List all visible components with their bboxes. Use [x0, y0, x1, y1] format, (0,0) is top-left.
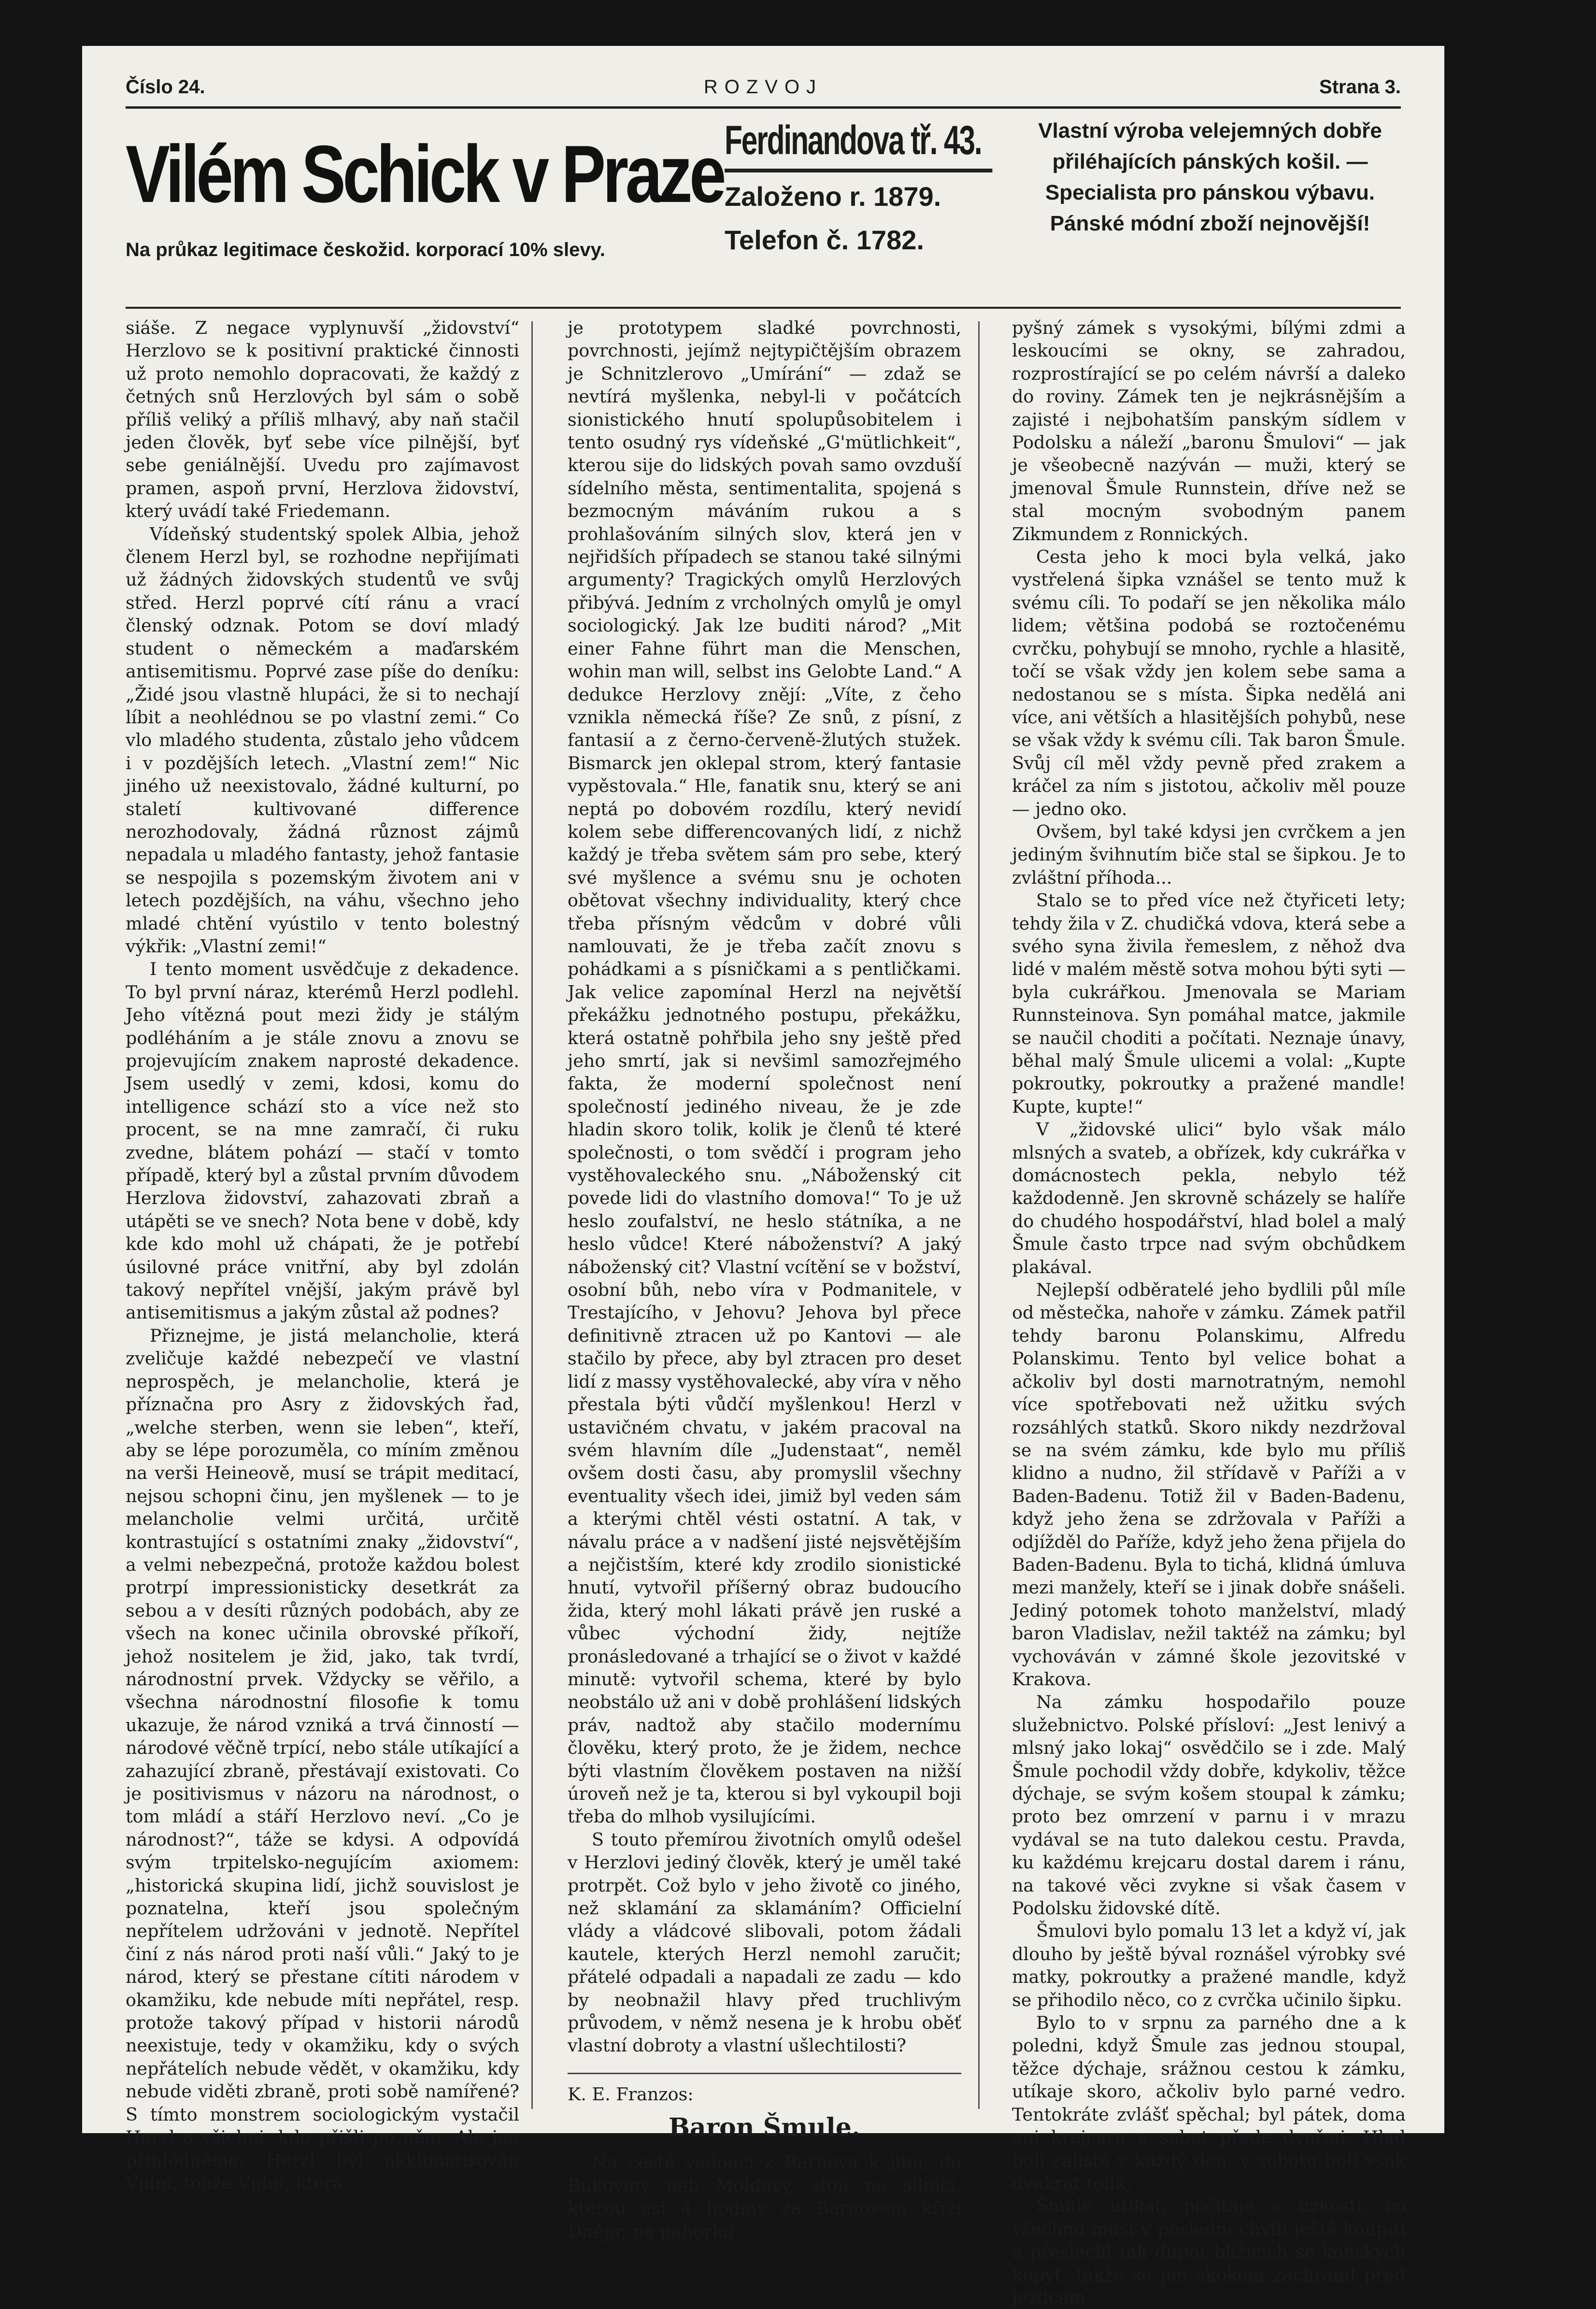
paragraph: Cesta jeho k moci byla velká, jako vystřelená šipka vznášel se tento muž k svému cíli. To podaří se jen několika málo lidem; většina podobá se roztočenému cvrčku, pohybují se mnoho, rychle a hlasitě, točí se však vždy jen kolem sebe sama a nedostanou se s místa. Šipka nedělá ani více, ani větších a hlasitějších pohybů, nese se však vždy k svému cíli. Tak baron Šmule. Svůj cíl měl vždy pevně před zrakem a kráčel za ním s jistotou, ačkoliv měl pouze — jedno oko.: [1012, 546, 1406, 819]
ad-discount: Na průkaz legitimace českožid. korporací 10% slevy.: [126, 239, 606, 260]
ad-founded: Založeno r. 1879.: [725, 181, 941, 212]
newspaper-page: [82, 46, 1444, 2308]
ad-street: Ferdinandova tř. 43.: [725, 114, 992, 172]
ad-phone: Telefon č. 1782.: [725, 225, 924, 255]
paragraph: Šmule utíkal, počítaje s úzkostí, co všechno musí v poslední chvíli ještě koupiti a přeslechl tak dupot blížících se koňských kopyt, takže se jen skokem zachránil před jezdcem,: [1012, 2195, 1406, 2308]
paragraph: Ovšem, byl také kdysi jen cvrčkem a jen jediným švihnutím biče stal se šipkou. Je to zvláštní příhoda...: [1012, 821, 1406, 888]
masthead: ROZVOJ: [703, 76, 823, 98]
paragraph: Bylo to v srpnu za parného dne a k poledni, když Šmule zas jednou stoupal, těžce dýchaje, srážnou cestou k zámku, utíkaje skoro, ačkoliv bylo parné vedro. Tentokráte zvlášť spěchal; byl pátek, doma ani krejcaru a sabat přede dveřmi. Hlad bolí zajisté v každý den, v sobotu bolí však dvakrát tolik.: [1012, 2012, 1406, 2194]
paragraph: Přiznejme, je jistá melancholie, která zveličuje každé nebezpečí ve vlastní neprospěch, je melancholie, která je příznačna pro Asry z židovských řad, „welche sterben, wenn sie leben“, kteří, aby se lépe porozuměla, co míním změnou na verši Heineově, musí se trápit meditací, nejsou schopni činu, jen myšlenek — to je melancholie velmi určitá, určitě kontrastující s ostatními znaky „židovství“, a velmi nebezpečná, protože každou bolest protrpí impressionisticky desetkrát za sebou a v desíti různých podobách, aby ze všech na konec učinila obrovské příkoří, jehož nositelem je žid, jako, tak tvrdí, národnostní prvek. Vždycky se věřilo, a všechna národnostní filosofie k tomu ukazuje, že národ vzniká a trvá činností — národové věčně trpící, nebo stále utíkající a zahazující zbraně, přestávají existovati. Co je positivismus v názoru na národnost, o tom mládí a stáří Herzlovo neví. „Co je národnost?“, táže se kdysi. A odpovídá svým trpitelsko-negujícím axiomem: „historická skupina lidí, jichž souvislost je poznatelna, kteří jsou společným nepřítelem udržováni v jednotě. Nepřítel činí z nás národ proti naší vůli.“ Jaký to je národ, který se přestane cítiti národem v okamžiku, kde nebude míti nepřátel, resp. protože takový případ v historii národů neexistuje, tedy v okamžiku, kdy o svých nepřátelích nebude vědět, v okamžiku, kdy nebude viděti zbraně, proti sobě namířené? S tímto monstrem sociologickým vystačil Herzl a všichni, kdo přišli po něm. Ale jen přihlédněme: Herzl byl akklimatisován Vídní, touže Vídní, která: [126, 1325, 519, 2194]
paragraph: siáše. Z negace vyplynuvší „židovství“ Herzlovo se k positivní praktické činnosti už proto nemohlo dopracovati, že každý z četných snů Herzlových byl sám o sobě příliš veliký a příliš mlhavý, aby naň stačil jeden člověk, byť sebe více pilnější, byť sebe geniálnější. Uvedu pro zajímavost pramen, aspoň první, Herzlova židovství, který uvádí také Friedemann.: [126, 317, 519, 522]
story-separator: [568, 2073, 961, 2074]
page-number: Strana 3.: [1319, 76, 1401, 98]
ad-line: Specialista pro pánskou výbavu.: [1045, 181, 1375, 204]
story-title: Baron Šmule.: [669, 2113, 860, 2143]
advertisement: [126, 114, 1401, 309]
story-column-3: [1012, 316, 1406, 2308]
paragraph: Nejlepší odběratelé jeho bydlili půl míle od městečka, nahoře v zámku. Zámek patřil tehdy baronu Polanskimu, Alfredu Polanskimu. Tento byl velice bohat a ačkoliv byl dosti marnotratným, nemohl více spotřebovati než užitku svých rozsáhlých statků. Skoro nikdy nezdržoval se na svém zámku, kde bylo mu příliš klidno a nudno, žil střídavě v Paříži a v Baden-Badenu. Totiž žil v Baden-Badenu, když jeho žena se zdržovala v Paříži a odjížděl do Paříže, když jeho žena přijela do Baden-Badenu. Byla to tichá, klidná úmluva mezi manžely, kteří se i jinak dobře snášeli. Jediný potomek tohoto manželství, mladý baron Vladislav, nežil taktéž na zámku; byl vychováván v zámné škole jezovitské v Krakova.: [1012, 1279, 1406, 1690]
running-head: [126, 72, 1401, 109]
paragraph: Šmulovi bylo pomalu 13 let a když ví, jak dlouho by ještě býval roznášel výrobky své matky, pokroutky a pražené mandle, když se přihodilo něco, co z cvrčka učinilo šipku.: [1012, 1921, 1406, 2010]
ad-line: přiléhajících pánských košil. —: [1052, 150, 1368, 173]
paragraph: je prototypem sladké povrchnosti, povrchnosti, jejímž nejtypičtějším obrazem je Schnitzlerovo „Umírání“ — zdaž se nevtírá myšlenka, nebyl-li v počátcích sionistického hnutí spolupůsobitelem i tento osudný rys vídeňské „G'mütlichkeit“, kterou sije do lidských povah samo ovzduší sídelního města, sentimentalita, spojená s bezmocným máváním rukou a s prohlašováním silných slov, která jen v nejřidších případech se stanou také silnými argumenty? Tragických omylů Herzlových přibývá. Jedním z vrcholných omylů je omyl sociologický. Jak lze buditi národ? „Mit einer Fahne führt man die Menschen, wohin man will, selbst ins Gelobte Land.“ A dedukce Herzlovy znějí: „Víte, z čeho vznikla německá říše? Ze snů, z písní, z fantasií a z černo-červeně-žlutých stužek. Bismarck jen oklepal strom, který fantasie vypěstovala.“ Hle, fanatik snu, který se ani neptá po dobovém rozdílu, který nevidí kolem sebe differencovaných lidí, z nichž každý je třeba světem sám pro sebe, který své myšlence a svému snu je ochoten obětovat všechny individuality, který chce třeba přísným vědcům v dobré vůli namlouvati, že je třeba začít znovu s pohádkami a s písničkami a s pentličkami. Jak velice zapomínal Herzl na největší překážku jednotného postupu, překážku, která ostatně pohřbila jeho sny ještě před jeho smrtí, jak si nevšiml samozřejmého fakta, že moderní společnost není společností jediného niveau, že je zde hladin skoro tolik, kolik je členů té které společnosti, o tom svědčí i program jeho vystěhovaleckého snu. „Náboženský cit povede lidi do vlastního domova!“ To je už heslo zoufalství, ne heslo státníka, a ne heslo vůdce! Které náboženství? A jaký náboženský cit? Vlastní vcítění se v božství, osobní bůh, nebo víra v Podmanitele, v Trestajícího, v Jehovu? Jehova byl přece definitivně ztracen už po Kantovi — ale stačilo by přece, aby byl ztracen pro deset lidí z massy vystěhovalecké, aby víra v něho přestala býti vůdčí myšlenkou! Herzl v ustavičném chvatu, v jakém pracoval na svém hlavním díle „Judenstaat“, neměl ovšem dosti času, aby promyslil všechny eventuality všech idei, jimiž byl veden sám a kterými chtěl vésti ostatní. A tak, v návalu práce a v nadšení jisté nejsvětějším a nejčistším, které kdy zrodilo sionistické hnutí, vytvořil příšerný obraz budoucího žida, který mohl lákati právě jen ruské a vůbec východní židy, nejtíže pronásledované a trhající se o život v každé minutě: vytvořil schema, které by bylo neobstálo už ani v době prohlášení lidských práv, nadtož aby stačilo modernímu člověku, který proto, že je židem, nechce býti vlastním člověkem postaven na nižší úroveň než je ta, kterou si byl vykoupil boji třeba do mlhob vysilujícími.: [568, 317, 961, 1827]
issue-number: Číslo 24.: [126, 76, 205, 98]
paragraph: Vídeňský studentský spolek Albia, jehož členem Herzl byl, se rozhodne nepřijímati už žádných židovských studentů ve svůj střed. Herzl poprvé cítí ránu a vrací členský odznak. Potom se doví mladý student o německém a maďarském antisemitismu. Poprvé zase píše do deníku: „Židé jsou vlastně hlupáci, že si to nechají líbit a neohlédnou se po vlastní zemi.“ Co vlo mladého studenta, zůstalo jeho vůdcem i v pozdějších letech. „Vlastní zem!“ Nic jiného už neexistovalo, žádné kulturní, po staletí kultivované difference nerozhodovaly, žádná různost zájmů nepadala u mladého fantasty, jehož fantasie se nespojila s pozemským životem ani v letech pozdějších, na váhu, všechno jeho mladé chtění vyústilo v tento bolestný výkřik: „Vlastní zemi!“: [126, 523, 519, 957]
story-author: K. E. Franzos:: [568, 2083, 694, 2105]
paragraph: S touto přemírou životních omylů odešel v Herzlovi jediný člověk, který je uměl také protrpět. Což bylo v jeho životě co jiného, než sklamání za sklamáním? Officielní vlády a vládcové slibovali, potom žádali kautele, kterých Herzl nemohl zaručit; přátelé odpadali a napadali ze zadu — kdo by neobnažil hlavy před truchlivým průvodem, v němž nesena je k hrobu oběť vlastní dobroty a vlastní ušlechtilosti?: [568, 1829, 961, 2056]
paragraph: Na zámku hospodařilo pouze služebnictvo. Polské přísloví: „Jest lenivý a mlsný jako lokaj“ osvědčilo se i zde. Malý Šmule pochodil vždy dobře, kdykoliv, těžce dýchaje, se svým košem stoupal k zámku; proto bez omrzení v parnu i v mrazu vydával se na tuto dalekou cestu. Pravda, ku každému krejcaru dostal darem i ránu, na takové věci zvykne si však časem v Podolsku židovské dítě.: [1012, 1692, 1406, 1919]
ad-line: Pánské módní zboží nejnovější!: [1050, 212, 1370, 235]
column-rule: [978, 321, 980, 2109]
ad-firm-name: Vilém Schick v Praze: [126, 129, 724, 219]
ad-line: Vlastní výroba velejemných dobře: [1038, 119, 1382, 143]
ad-description: [1014, 115, 1406, 239]
paragraph: I tento moment usvědčuje z dekadence. To byl první náraz, kterémů Herzl podlehl. Jeho vítězná pout mezi židy je stálým podléháním a je stále znovu a znovu se projevujícím znakem naprosté dekadence. Jsem usedlý v zemi, kdosi, komu do intelligence schází sto a více než sto procent, se na mne zamračí, či ruku zvedne, blátem pohází — stačí v tomto případě, který byl a zůstal prvním důvodem Herzlova židovství, zahazovati zbraň a utápěti se ve snech? Nota bene v době, kdy kde kdo mohl už chápati, že je potřebí úsilovné práce vnitřní, aby byl zdolán takový nepřítel vnější, jakým právě byl antisemitismus a jakým zůstal až podnes?: [126, 959, 519, 1323]
column-rule: [531, 321, 533, 2109]
paragraph: Na cestě vedoucí z Barnova k jihu, do Bukoviny neb Moldavy, stojí na silnici, kterou asi 4 hodiny za Barnovem kříží Dněpr, na pahorku: [568, 2152, 961, 2242]
ad-contact: [725, 114, 995, 302]
article-column-2: [568, 316, 961, 2242]
paragraph: V „židovské ulici“ bylo však málo mlsných a svateb, a obřízek, kdy cukrářka v domácnostech pekla, nebylo též každodenně. Jen skrovně scházely se halíře do chudého hospodářství, hlad bolel a malý Šmule často trpce nad svým obchůdkem plakával.: [1012, 1119, 1406, 1277]
paragraph: pyšný zámek s vysokými, bílými zdmi a leskoucími se okny, se zahradou, rozprostírající se po celém návrší a daleko do roviny. Zámek ten je nejkrásnějším a zajisté i nejbohatším panským sídlem v Podolsku a náleží „baronu Šmulovi“ — jak je všeobecně nazýván — muži, který se jmenoval Šmule Runnstein, dříve než se stal mocným svobodným panem Zikmundem z Ronnických.: [1012, 317, 1406, 545]
paragraph: Stalo se to před více než čtyřiceti lety; tehdy žila v Z. chudičká vdova, která sebe a svého syna živila řemeslem, z něhož dva lidé v malém městě sotva mohou býti syti — byla cukrářkou. Jmenovala se Mariam Runnsteinova. Syn pomáhal matce, jakmile se naučil choditi a počítati. Neznaje únavy, běhal malý Šmule ulicemi a volal: „Kupte pokroutky, pokroutky a pražené mandle! Kupte, kupte!“: [1012, 890, 1406, 1117]
article-column-1: [126, 316, 519, 2194]
